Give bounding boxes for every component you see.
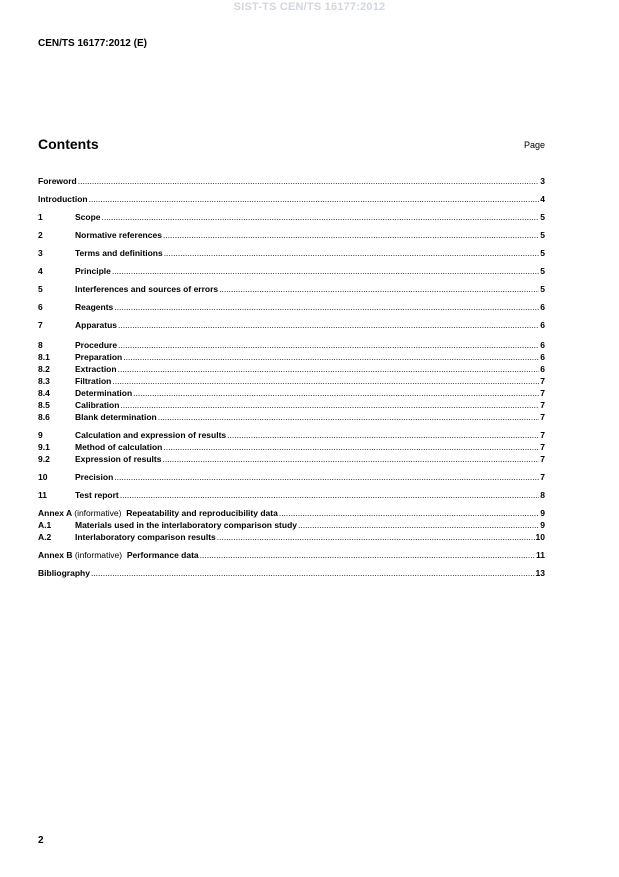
toc-entry-page: 5 xyxy=(540,212,545,222)
toc-leader-dots xyxy=(112,266,539,277)
toc-leader-dots xyxy=(118,340,539,351)
toc-annex-qualifier: (informative) xyxy=(74,550,123,560)
toc-entry[interactable] xyxy=(38,248,545,259)
toc-entry-title: Determination xyxy=(75,388,133,398)
toc-leader-dots xyxy=(112,376,539,387)
toc-entry-page: 6 xyxy=(540,364,545,374)
watermark: SIST-TS CEN/TS 16177:2012 xyxy=(233,1,386,13)
toc-entry-page: 3 xyxy=(540,176,545,186)
toc-leader-dots xyxy=(102,212,540,223)
toc-entry-page: 13 xyxy=(535,568,545,578)
toc-entry-number: 8.1 xyxy=(38,352,50,362)
toc-entry-number: 8.6 xyxy=(38,412,50,422)
toc-entry[interactable] xyxy=(38,532,545,543)
toc-entry-title: Normative references xyxy=(75,230,162,240)
toc-leader-dots xyxy=(118,364,540,375)
toc-leader-dots xyxy=(120,400,539,411)
toc-entry-page: 6 xyxy=(540,340,545,350)
page-title: Contents xyxy=(38,136,99,152)
toc-entry[interactable] xyxy=(38,212,545,223)
toc-entry-title: Principle xyxy=(75,266,111,276)
toc-leader-dots xyxy=(227,430,539,441)
toc-entry-number: 6 xyxy=(38,302,43,312)
toc-entry[interactable] xyxy=(38,568,545,579)
toc-annex-qualifier: (informative) xyxy=(74,508,122,518)
toc-entry-page: 5 xyxy=(540,284,545,294)
toc-entry[interactable] xyxy=(38,340,545,351)
footer-page-number: 2 xyxy=(38,835,44,846)
toc-entry[interactable] xyxy=(38,550,545,561)
toc-leader-dots xyxy=(217,532,535,543)
toc-entry-page: 5 xyxy=(540,248,545,258)
toc-entry-number: 11 xyxy=(38,490,47,500)
toc-entry-number: 9 xyxy=(38,430,43,440)
toc-entry-page: 8 xyxy=(540,490,545,500)
toc-entry-title: Blank determination xyxy=(75,412,157,422)
toc-entry-title: Terms and definitions xyxy=(75,248,163,258)
toc-entry-title: Extraction xyxy=(75,364,117,374)
toc-entry[interactable] xyxy=(38,230,545,241)
toc-entry[interactable] xyxy=(38,320,545,331)
toc-entry-number: 3 xyxy=(38,248,43,258)
toc-entry[interactable] xyxy=(38,472,545,483)
toc-entry[interactable] xyxy=(38,508,545,519)
toc-leader-dots xyxy=(163,442,539,453)
toc-entry-number: 9.2 xyxy=(38,454,50,464)
toc-entry[interactable] xyxy=(38,376,545,387)
toc-leader-dots xyxy=(200,550,535,561)
toc-entry[interactable] xyxy=(38,490,545,501)
toc-leader-dots xyxy=(162,454,539,465)
toc-entry-page: 10 xyxy=(535,532,545,542)
toc-entry[interactable] xyxy=(38,284,545,295)
toc-entry[interactable] xyxy=(38,364,545,375)
toc-leader-dots xyxy=(219,284,539,295)
toc-annex-label: Annex A xyxy=(38,508,72,518)
toc-entry[interactable] xyxy=(38,520,545,531)
toc-entry-page: 6 xyxy=(540,302,545,312)
toc-entry-page: 5 xyxy=(540,230,545,240)
toc-entry-number: 8.5 xyxy=(38,400,50,410)
toc-entry[interactable] xyxy=(38,302,545,313)
toc-entry-number: A.1 xyxy=(38,520,52,530)
toc-entry[interactable] xyxy=(38,454,545,465)
toc-annex-title: Performance data xyxy=(126,550,199,560)
toc-entry[interactable] xyxy=(38,352,545,363)
toc-leader-dots xyxy=(114,302,539,313)
toc-leader-dots xyxy=(123,352,539,363)
toc-entry-page: 7 xyxy=(540,400,545,410)
toc-entry-title: Interlaboratory comparison results xyxy=(75,532,216,542)
toc-leader-dots xyxy=(164,248,540,259)
toc-entry-page: 7 xyxy=(540,412,545,422)
toc-entry-page: 7 xyxy=(540,442,545,452)
toc-entry[interactable] xyxy=(38,400,545,411)
toc-entry-title: Interferences and sources of errors xyxy=(75,284,219,294)
toc-entry-page: 5 xyxy=(540,266,545,276)
toc-entry-number: 8.3 xyxy=(38,376,50,386)
toc-entry-number: 8.4 xyxy=(38,388,50,398)
toc-entry-page: 7 xyxy=(540,388,545,398)
toc-entry-title: Reagents xyxy=(75,302,114,312)
toc-entry-title: Test report xyxy=(75,490,119,500)
toc-leader-dots xyxy=(279,508,539,519)
toc-entry-number: A.2 xyxy=(38,532,52,542)
toc-entry-number: 7 xyxy=(38,320,43,330)
toc-entry-number: 8 xyxy=(38,340,43,350)
toc-entry-title: Foreword xyxy=(38,176,77,186)
toc-entry-number: 8.2 xyxy=(38,364,50,374)
toc-entry-title: Calculation and expression of results xyxy=(75,430,227,440)
toc-entry-title: Materials used in the interlaboratory comparison study xyxy=(75,520,297,530)
toc-leader-dots xyxy=(158,412,540,423)
toc-entry-number: 4 xyxy=(38,266,43,276)
toc-entry[interactable] xyxy=(38,194,545,205)
toc-entry[interactable] xyxy=(38,176,545,187)
toc-entry-page: 7 xyxy=(540,472,545,482)
toc-entry-title: Bibliography xyxy=(38,568,90,578)
toc-entry-number: 2 xyxy=(38,230,43,240)
toc-leader-dots xyxy=(114,472,539,483)
toc-leader-dots xyxy=(133,388,539,399)
toc-entry-title: Procedure xyxy=(75,340,118,350)
toc-entry-title: Expression of results xyxy=(75,454,162,464)
toc-entry-title xyxy=(38,508,278,519)
toc-annex-label: Annex B xyxy=(38,550,73,560)
toc-leader-dots xyxy=(78,176,540,187)
toc-leader-dots xyxy=(118,320,539,331)
toc-entry-number: 9.1 xyxy=(38,442,50,452)
toc-annex-title: Repeatability and reproducibility data xyxy=(126,508,278,518)
toc-entry-page: 7 xyxy=(540,376,545,386)
toc-entry-page: 9 xyxy=(540,508,545,518)
toc-entry-title xyxy=(38,550,199,561)
toc-leader-dots xyxy=(89,194,540,205)
toc-entry[interactable] xyxy=(38,412,545,423)
toc-entry-page: 4 xyxy=(540,194,545,204)
toc-entry-title: Preparation xyxy=(75,352,123,362)
toc-entry-page: 6 xyxy=(540,320,545,330)
toc-entry-page: 11 xyxy=(536,550,545,560)
toc-entry[interactable] xyxy=(38,266,545,277)
toc-entry-number: 1 xyxy=(38,212,43,222)
toc-entry[interactable] xyxy=(38,388,545,399)
toc-entry-page: 7 xyxy=(540,454,545,464)
toc-entry-number: 10 xyxy=(38,472,48,482)
toc-entry-page: 7 xyxy=(540,430,545,440)
toc-leader-dots xyxy=(298,520,539,531)
toc-entry[interactable] xyxy=(38,442,545,453)
toc-entry-title: Scope xyxy=(75,212,101,222)
toc-leader-dots xyxy=(163,230,539,241)
toc-entry-title: Introduction xyxy=(38,194,88,204)
toc-entry-title: Apparatus xyxy=(75,320,118,330)
toc-entry-title: Method of calculation xyxy=(75,442,163,452)
document-identifier: CEN/TS 16177:2012 (E) xyxy=(38,38,147,49)
toc-entry-number: 5 xyxy=(38,284,43,294)
toc-entry[interactable] xyxy=(38,430,545,441)
toc-entry-page: 9 xyxy=(540,520,545,530)
toc-leader-dots xyxy=(91,568,535,579)
toc-leader-dots xyxy=(120,490,539,501)
page-column-label: Page xyxy=(523,140,545,150)
toc-entry-title: Calibration xyxy=(75,400,120,410)
toc-entry-page: 6 xyxy=(540,352,545,362)
toc-entry-title: Filtration xyxy=(75,376,112,386)
toc-entry-title: Precision xyxy=(75,472,114,482)
